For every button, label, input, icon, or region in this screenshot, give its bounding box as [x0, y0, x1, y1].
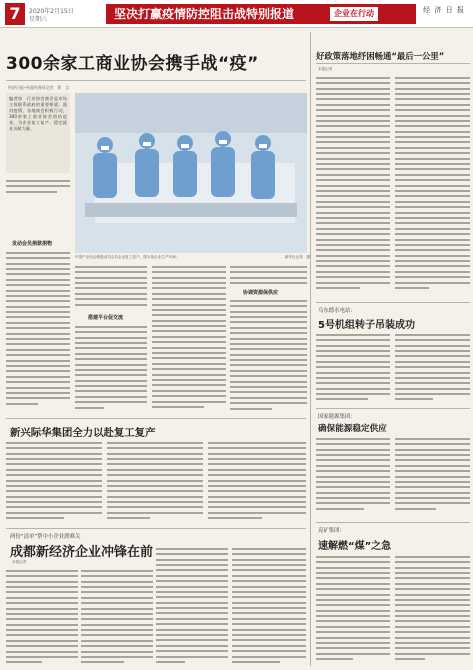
special-report-banner: 坚决打赢疫情防控阻击战特别报道	[106, 4, 416, 24]
bottom-right-body-col2	[395, 554, 470, 664]
right-top-body-col2	[395, 75, 470, 295]
lead-body-col3	[152, 264, 226, 414]
right-low-headline: 确保能源稳定供应	[318, 424, 387, 434]
lead-subhead-1: 发动会员捐款捐物	[12, 241, 53, 247]
lead-photo	[75, 93, 307, 253]
bottom-right-headline: 速解燃“煤”之急	[318, 541, 392, 552]
lead-subhead-2: 搭建平台促交流	[88, 315, 124, 321]
editor-note-text: 编者按 行业协会商会是市场主体联系政府的重要桥梁。面对疫情，各地商会积极行动，300余家工商业协会团结起来，为企业复工复产、稳定就业贡献力量。	[9, 96, 67, 131]
right-mid-body-col2	[395, 332, 470, 404]
lead-headline: 300余家工商业协会携手战“疫”	[6, 54, 259, 74]
photo-caption: 中国产业协会积极动员会员企业复工复产。图为某企业生产车间。	[75, 255, 180, 259]
right-low-kicker: 国家能源集团：	[318, 414, 356, 420]
headline-rule	[6, 80, 306, 81]
bottom-left-byline: 本报记者	[12, 560, 27, 564]
right-top-headline: 好政策落地纾困畅通“最后一公里”	[316, 51, 445, 61]
bottom-left-kicker: 两份“清单”帮中小企业渡难关	[10, 534, 81, 540]
lead-subhead-3: 协调资源保供应	[243, 290, 279, 296]
bottom-left-headline-2: 成都新经济企业冲锋在前	[10, 545, 154, 560]
right-mid-kicker: 乌东德水电站：	[318, 308, 356, 314]
banner-tag: 企业在行动	[330, 7, 378, 21]
photo-credit: 新华社记者 摄	[284, 255, 310, 259]
lead-body-col1	[6, 178, 70, 238]
bottom-right-kicker: 兖矿集团：	[318, 528, 345, 534]
bottom-left2-body-col2	[81, 568, 153, 666]
bottom-left2-body-col4	[232, 546, 306, 666]
column-divider	[310, 32, 311, 666]
bottom-left2-body-col1	[6, 568, 78, 666]
issue-weekday: 星期六	[29, 16, 48, 23]
right-mid-rule	[316, 302, 470, 303]
lead-body-col2c	[75, 324, 147, 414]
bottom-left-headline: 新兴际华集团全力以赴复工复产	[10, 427, 156, 439]
right-top-byline: 本报记者	[318, 67, 333, 71]
bottom-rule-2	[6, 528, 306, 529]
right-low-body-col1	[316, 436, 390, 516]
bottom-left-body-col3	[208, 440, 306, 524]
bottom-right-body-col1	[316, 554, 390, 664]
lead-body-col4b	[230, 298, 307, 414]
lead-byline: 经济日报·中国经济网记者 郭 言	[8, 85, 70, 90]
right-top-rule	[316, 63, 470, 64]
page-number: 7	[5, 3, 25, 25]
bottom-left2-body-col3	[156, 546, 228, 666]
issue-date: 2020年2月15日	[29, 8, 74, 15]
editor-note	[6, 93, 70, 173]
bottom-left-body-col1	[6, 440, 102, 524]
bottom-left-body-col2	[107, 440, 203, 524]
right-mid-body-col1	[316, 332, 390, 404]
right-top-body-col1	[316, 75, 390, 295]
bottom-right-rule	[316, 522, 470, 523]
bottom-rule-1	[6, 418, 306, 419]
lead-body-col1b	[6, 250, 70, 415]
right-low-body-col2	[395, 436, 470, 516]
right-low-rule	[316, 408, 470, 409]
right-mid-headline: 5号机组转子吊装成功	[318, 320, 415, 331]
newspaper-logo: 经 济 日 报	[423, 6, 465, 14]
